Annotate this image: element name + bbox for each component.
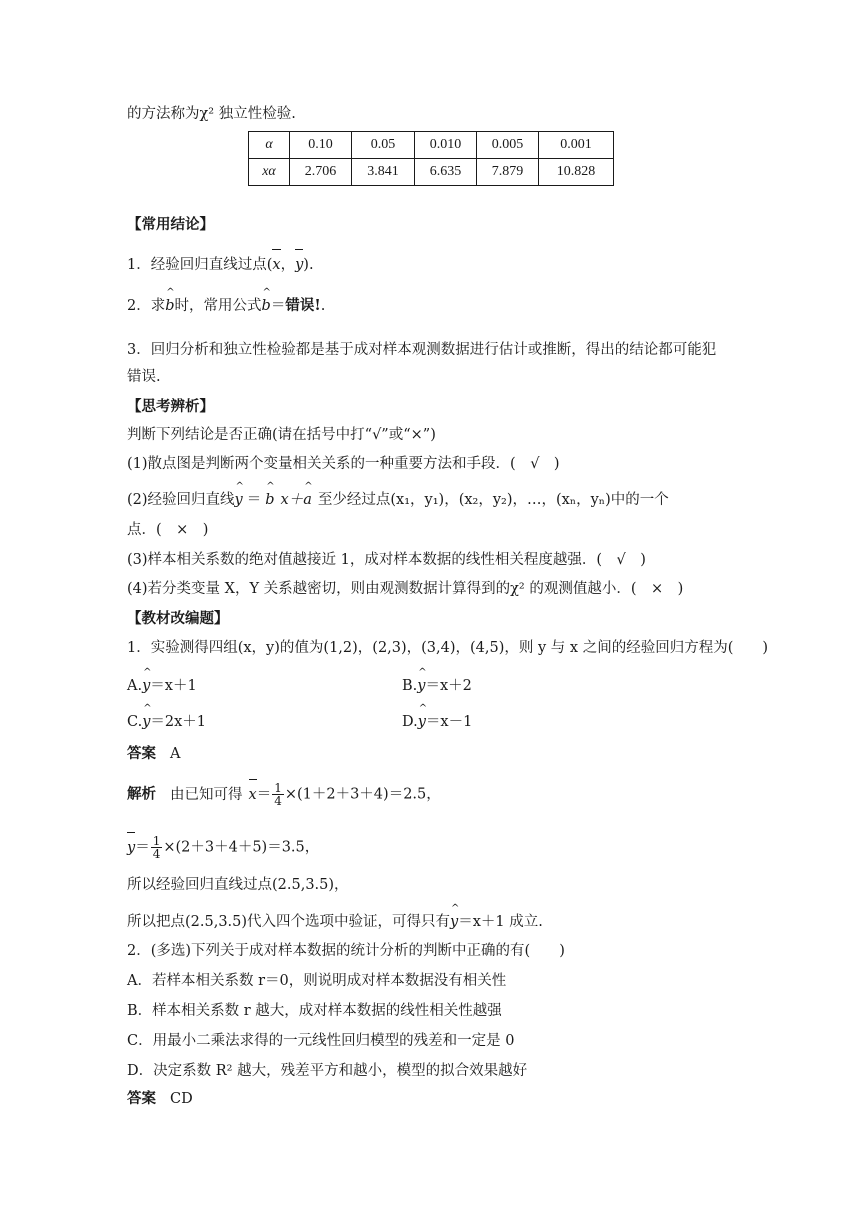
- section-heading-think: 【思考辨析】: [127, 398, 214, 415]
- fraction: [151, 835, 163, 860]
- text: 至少经过点(x₁，y₁)，(x₂，y₂)，…，(xₙ，yₙ)中的一个: [317, 492, 669, 508]
- text: ×(2＋3＋4＋5)＝3.5，: [163, 839, 320, 856]
- q2-option-a: A．若样本相关系数 r＝0，则说明成对样本数据没有相关性: [127, 973, 507, 989]
- table-cell: 2.706: [290, 159, 352, 186]
- text: ＝: [256, 786, 272, 803]
- q1-explanation-4: [127, 912, 543, 932]
- q1-explanation-2: [127, 835, 319, 860]
- table-cell: xα: [249, 159, 290, 186]
- y-bar: y: [295, 257, 304, 273]
- table-cell: 0.10: [290, 132, 352, 159]
- x-bar: x: [272, 257, 281, 273]
- statement-4: (4)若分类变量 X，Y 关系越密切，则由观测数据计算得到的χ² 的观测值越小．( × ): [127, 581, 684, 597]
- text: ＝x－1: [425, 714, 473, 730]
- y-hat: ^ y: [418, 712, 426, 732]
- y-hat: ^ y: [417, 676, 425, 696]
- table-cell: 10.828: [539, 159, 614, 186]
- table-cell: 0.010: [415, 132, 477, 159]
- table-cell: 6.635: [415, 159, 477, 186]
- numerator: 1: [152, 834, 161, 848]
- q2-option-b: B．样本相关系数 r 越大，成对样本数据的线性相关性越强: [127, 1003, 502, 1019]
- text: ＝: [135, 839, 150, 856]
- fraction: [272, 782, 284, 807]
- q2-answer: [127, 1089, 193, 1109]
- answer-label: 答案: [127, 745, 156, 762]
- table-cell: 0.001: [539, 132, 614, 159]
- conclusion-3-line2: 错误.: [127, 369, 161, 385]
- judge-instruction: 判断下列结论是否正确(请在括号中打“√”或“×”): [127, 427, 436, 443]
- text: 2．求: [127, 298, 166, 314]
- x-bar: x: [248, 786, 257, 803]
- y-hat: ^ y: [235, 490, 243, 510]
- a-hat: ^ a: [303, 490, 312, 510]
- y-hat: ^ y: [450, 912, 458, 932]
- table-cell: 3.841: [352, 159, 415, 186]
- text: ，: [280, 257, 296, 273]
- text: ＝2x＋1: [150, 714, 207, 730]
- text: x＋: [280, 492, 304, 508]
- text: 由已知可得: [170, 786, 243, 803]
- text: ×(1＋2＋3＋4)＝2.5，: [284, 786, 441, 803]
- denominator: 4: [274, 794, 282, 808]
- critical-value-table: [248, 131, 614, 186]
- text: 时，常用公式: [174, 298, 262, 314]
- q1-option-c: [127, 712, 206, 732]
- text: ＝x＋2: [425, 678, 472, 694]
- table-row: [249, 132, 614, 159]
- b-hat: ^ b: [265, 490, 274, 510]
- q1-explanation-1: [127, 782, 441, 807]
- explanation-label: 解析: [127, 785, 156, 803]
- section-heading-common: 【常用结论】: [127, 216, 214, 233]
- conclusion-1: [127, 255, 314, 275]
- text: 1．经验回归直线过点(: [127, 257, 273, 273]
- b-hat: ^ b: [165, 296, 174, 316]
- option-label: B.: [402, 678, 418, 694]
- option-label: D.: [402, 714, 418, 730]
- b-hat: ^ b: [262, 296, 271, 316]
- table-cell: 7.879: [477, 159, 539, 186]
- text: ＝x＋1 成立.: [458, 914, 543, 930]
- statement-2-line2: 点．( × ): [127, 522, 209, 538]
- q1-option-b: [402, 676, 472, 696]
- answer-value: A: [170, 746, 181, 762]
- answer-value: CD: [170, 1091, 193, 1107]
- text: ).: [303, 257, 314, 273]
- question-1-stem: 1．实验测得四组(x，y)的值为(1,2)，(2,3)，(3,4)，(4,5)，则 y 与 x 之间的经验回归方程为( ): [127, 640, 769, 656]
- q2-option-d: D．决定系数 R² 越大，残差平方和越小，模型的拟合效果越好: [127, 1063, 528, 1079]
- text: ＝x＋1: [150, 678, 197, 694]
- text: ＝: [270, 298, 286, 314]
- statement-3: (3)样本相关系数的绝对值越接近 1，成对样本数据的线性相关程度越强．( √ ): [127, 552, 646, 568]
- text: 所以把点(2.5,3.5)代入四个选项中验证，可得只有: [127, 914, 451, 930]
- intro-line: 的方法称为χ² 独立性检验.: [127, 106, 296, 122]
- q1-explanation-3: 所以经验回归直线过点(2.5,3.5)，: [127, 877, 349, 893]
- statement-1: (1)散点图是判断两个变量相关关系的一种重要方法和手段．( √ ): [127, 456, 560, 472]
- y-hat: ^ y: [142, 712, 150, 732]
- table-row: [249, 159, 614, 186]
- text: .: [320, 298, 326, 314]
- option-label: A.: [127, 678, 143, 694]
- q1-option-a: [127, 676, 197, 696]
- denominator: 4: [152, 847, 161, 861]
- text: ＝: [246, 492, 262, 508]
- numerator: 1: [274, 781, 282, 795]
- q1-answer: [127, 744, 180, 764]
- conclusion-3-line1: 3．回归分析和独立性检验都是基于成对样本观测数据进行估计或推断，得出的结论都可能犯: [127, 342, 717, 358]
- q2-option-c: C．用最小二乘法求得的一元线性回归模型的残差和一定是 0: [127, 1033, 515, 1049]
- question-2-stem: 2．(多选)下列关于成对样本数据的统计分析的判断中正确的有( ): [127, 943, 565, 959]
- q1-option-d: [402, 712, 472, 732]
- conclusion-2: [127, 296, 325, 316]
- answer-label: 答案: [127, 1090, 156, 1107]
- table-cell: α: [249, 132, 290, 159]
- y-hat: ^ y: [142, 676, 150, 696]
- table-cell: 0.05: [352, 132, 415, 159]
- text: (2)经验回归直线: [127, 492, 235, 508]
- table-cell: 0.005: [477, 132, 539, 159]
- statement-2-line1: [127, 490, 669, 510]
- y-bar: y: [127, 839, 136, 856]
- section-heading-textbook: 【教材改编题】: [127, 610, 229, 627]
- error-text: 错误!: [285, 297, 321, 314]
- option-label: C.: [127, 714, 143, 730]
